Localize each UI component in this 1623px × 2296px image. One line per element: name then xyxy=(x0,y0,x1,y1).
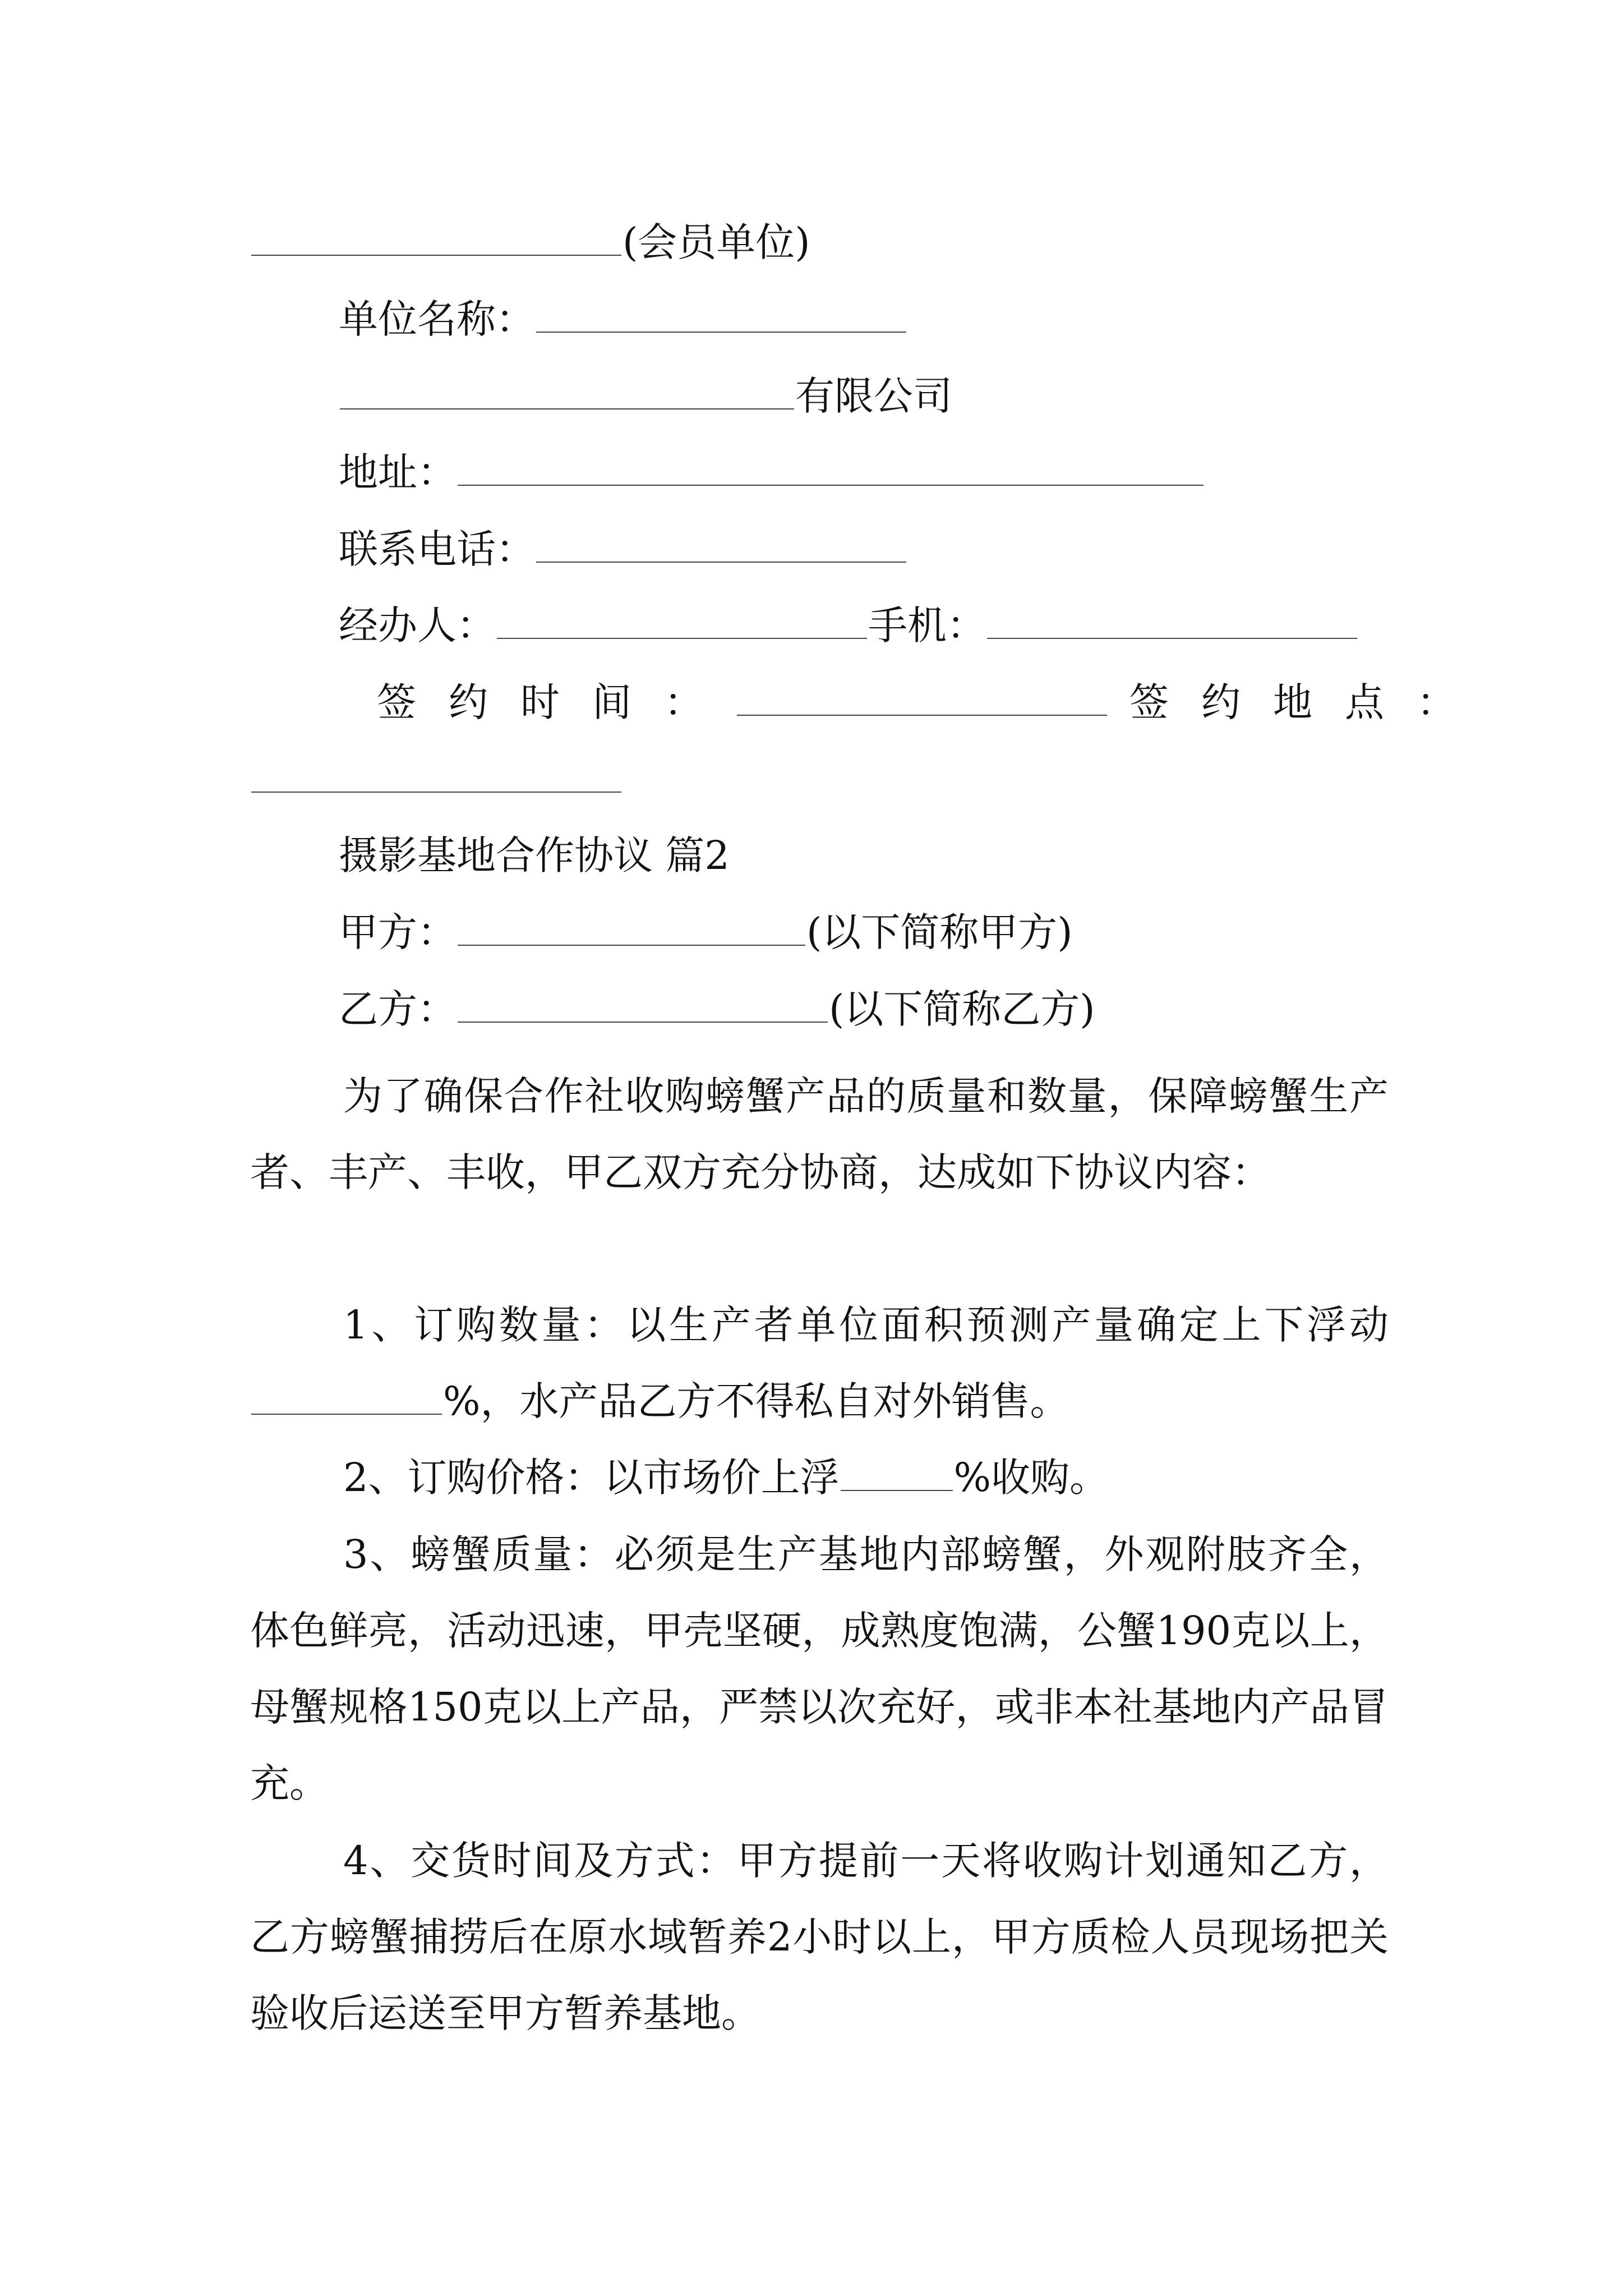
party-a-line xyxy=(339,904,1073,960)
handler-label: 经办人： xyxy=(339,602,496,648)
clause-1-text-b: %，水产品乙方不得私自对外销售。 xyxy=(443,1378,1069,1424)
clause-2-text-a: 2、订购价格：以市场价上浮 xyxy=(343,1455,840,1501)
phone-line xyxy=(339,521,907,577)
party-a-blank xyxy=(458,905,805,946)
party-b-suffix: (以下简称乙方) xyxy=(829,986,1095,1032)
sign-line xyxy=(377,674,1488,730)
sign-time-blank xyxy=(737,675,1107,716)
address-label: 地址： xyxy=(339,449,457,495)
clause-3-paragraph: 3、螃蟹质量：必须是生产基地内部螃蟹，外观附肢齐全，体色鲜亮，活动迅速，甲壳坚硬，成熟度饱满，公蟹190克以上，母蟹规格150克以上产品，严禁以次充好，或非本社基地内产品冒充。 xyxy=(250,1531,1389,1806)
handler-blank xyxy=(497,599,867,639)
address-blank xyxy=(458,445,1204,486)
handler-line xyxy=(339,597,1358,654)
member-unit-label: (会员单位) xyxy=(623,219,810,265)
party-b-line xyxy=(339,981,1095,1037)
clause-4-paragraph: 4、交货时间及方式：甲方提前一天将收购计划通知乙方，乙方螃蟹捕捞后在原水域暂养2小时以上，甲方质检人员现场把关验收后运送至甲方暂养基地。 xyxy=(250,1838,1389,2036)
phone-label: 联系电话： xyxy=(339,526,535,572)
sign-place-label: 签约地点： xyxy=(1129,679,1488,725)
unit-name-blank xyxy=(536,292,906,333)
mobile-label: 手机： xyxy=(868,602,986,648)
clause-2-paragraph xyxy=(250,1439,1389,1516)
agreement-title: 摄影基地合作协议 篇2 xyxy=(339,832,730,878)
member-unit-blank xyxy=(251,215,621,256)
party-a-suffix: (以下简称甲方) xyxy=(806,909,1073,955)
party-b-label: 乙方： xyxy=(339,986,457,1032)
member-unit-line xyxy=(250,214,810,270)
sign-place-blank xyxy=(251,752,621,793)
clause-1-text-a: 1、订购数量：以生产者单位面积预测产量确定上下浮动 xyxy=(343,1302,1389,1348)
clause-1-blank xyxy=(251,1374,442,1415)
clause-1-paragraph xyxy=(250,1287,1389,1439)
company-suffix: 有限公司 xyxy=(795,373,952,419)
mobile-blank xyxy=(987,599,1357,639)
company-blank xyxy=(340,369,794,409)
unit-name-line xyxy=(339,291,907,347)
party-b-blank xyxy=(458,982,828,1023)
address-line xyxy=(339,444,1205,500)
intro-paragraph: 为了确保合作社收购螃蟹产品的质量和数量，保障螃蟹生产者、丰产、丰收，甲乙双方充分协商，达成如下协议内容： xyxy=(250,1073,1389,1195)
phone-blank xyxy=(536,522,906,563)
unit-name-label: 单位名称： xyxy=(339,296,535,342)
sign-place-blank-line xyxy=(250,751,623,807)
company-line xyxy=(339,368,952,424)
party-a-label: 甲方： xyxy=(339,909,457,955)
clause-2-text-b: %收购。 xyxy=(953,1455,1109,1501)
clause-2-blank xyxy=(841,1451,953,1491)
sign-time-label: 签约时间： xyxy=(377,679,736,725)
